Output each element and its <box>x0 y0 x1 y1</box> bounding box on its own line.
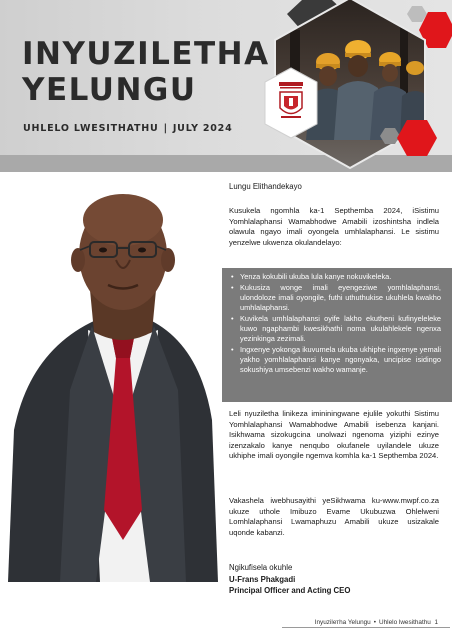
page-footer <box>315 619 438 626</box>
newsletter-title <box>22 36 282 108</box>
letter-body-paragraph-2: Vakashela iwebhusayithi yeSikhwama ku-www.mwpf.co.za ukuze uthole Imibuzo Evame Ukubuzwa Ohlelweni Lomhlalaphansi Lwamaphuzu Amabili ukuze usizakale uqonde kabanzi. <box>229 496 439 537</box>
letter-greeting: Lungu Elithandekayo <box>229 182 302 191</box>
footer-publication: Inyuzilетha Yelungu <box>314 619 371 626</box>
list-item: • Kuvikela umhlalaphansi oyife lakho ekutheni kufinyeleleke kuwo ngaphambi kwesikhathi noma ukulahlekele ngenxa yezinkinga zezimali. <box>231 314 441 345</box>
benefits-list <box>231 272 441 376</box>
signer-name: U-Frans Phakgadi <box>229 575 296 584</box>
letter-intro: Kusukela ngomhla ka-1 Septhemba 2024, iSistimu Yomhlalaphansi Wamabhodwe Amabili izoshintsha indlela olawula ngayo imali oyongela umhlalaphansi. Le sistimu yenzelwe ukwenza okulandelayo: <box>229 206 439 247</box>
issue-date: JULY 2024 <box>172 123 233 134</box>
footer-rule <box>282 627 450 628</box>
list-item: • Ingxenye yokonga ikuvumela ukuba ukhiphe ingxenye yemali yakho yomhlalaphansi kanye ngonyaka, uncipise isidingo sokushiya umsebenzi wakho wamanje. <box>231 345 441 376</box>
letter-body-paragraph-1: Leli nyuzilethа linikeza imininingwane ejulile yokuthi Sistimu Yomhlalaphansi Wamabhodwe Amabili isebenza kanjani. Isikhwama sizokugcina unolwazi ngenoma yiziphi ezinye izenzakalo kanye nenqubo okufanele uyilandele ukuze ukhiphe imali oyongile ngemva komhla ka-1 Septhemba 2024. <box>229 409 439 461</box>
grey-hexagon-small <box>407 6 427 22</box>
footer-section: Uhlelo lwesithathu <box>379 619 431 626</box>
letter-closing: Ngikufisela okuhle <box>229 563 293 572</box>
issue-separator: | <box>163 123 168 134</box>
signer-title: Principal Officer and Acting CEO <box>229 586 351 595</box>
list-item: • Yenza kokubili ukuba lula kanye nokuvikeleka. <box>231 272 441 282</box>
ceo-portrait-photo <box>0 180 222 582</box>
page-number: 1 <box>434 619 438 626</box>
issue-label: UHLELO LWESITHATHU <box>23 123 159 134</box>
list-item: • Kukusiza wonge imali eyengeziwe yomhlalaphansi, ulondoloze imali oyongile, futhi uthuthukise ukuhlela kwakho umhlalaphansi. <box>231 283 441 314</box>
issue-info <box>23 123 233 134</box>
title-line-1: INYUZILETHA <box>22 36 270 72</box>
header-banner <box>0 0 452 172</box>
title-line-2: YELUNGU <box>22 72 197 108</box>
hexagon-photo-collage <box>250 0 452 172</box>
footer-bullet: • <box>373 619 376 626</box>
